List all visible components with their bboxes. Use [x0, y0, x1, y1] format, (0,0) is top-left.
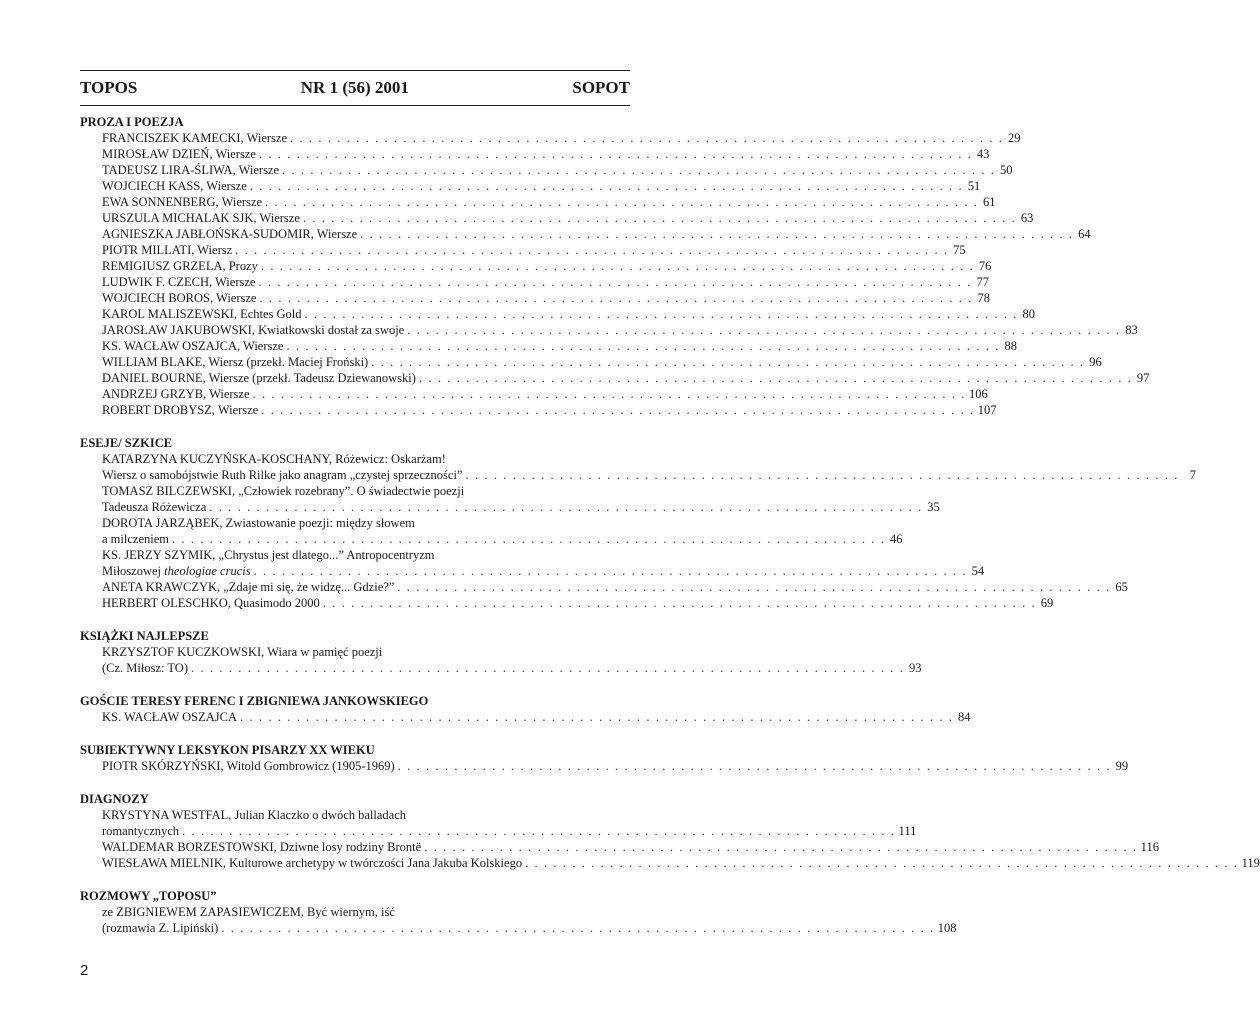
toc-entry — [80, 162, 1013, 178]
entry-title: KS. WACŁAW OSZAJCA — [102, 710, 238, 724]
dot-leader: . . . . . . . . . . . . . . . . . . . . . . . . . . . . . . . . . . . . . . . . . . . . . . . . . . . . . . . . . . . . . . . . . . . . . . . . . . . . — [182, 824, 896, 838]
toc-entry — [80, 354, 1102, 370]
page-ref: 80 — [1022, 307, 1035, 321]
entry-title: Wiersz o samobójstwie Ruth Rilke jako anagram „czystej sprzeczności” — [102, 468, 463, 482]
entry-title: KAROL MALISZEWSKI, Echtes Gold — [102, 307, 302, 321]
entry-title: a milczeniem — [102, 532, 169, 546]
section-heading: KSIĄŻKI NAJLEPSZE — [80, 629, 209, 643]
page-ref: 93 — [908, 661, 922, 675]
dot-leader: . . . . . . . . . . . . . . . . . . . . . . . . . . . . . . . . . . . . . . . . . . . . . . . . . . . . . . . . . . . . . . . . . . . . . . . . . . . . — [304, 307, 1018, 321]
toc-entry — [80, 823, 917, 839]
toc-entry — [80, 370, 1150, 386]
toc-section — [80, 693, 971, 725]
entry-title: WALDEMAR BORZESTOWSKI, Dziwne losy rodziny Brontë — [102, 840, 422, 854]
toc-section — [80, 114, 1150, 418]
entry-title: PIOTR SKÓRZYŃSKI, Witold Gombrowicz (1905-1969) — [102, 759, 395, 773]
page-ref: 77 — [976, 275, 989, 289]
dot-leader: . . . . . . . . . . . . . . . . . . . . . . . . . . . . . . . . . . . . . . . . . . . . . . . . . . . . . . . . . . . . . . . . . . . . . . . . . . . . — [171, 532, 886, 546]
dot-leader: . . . . . . . . . . . . . . . . . . . . . . . . . . . . . . . . . . . . . . . . . . . . . . . . . . . . . . . . . . . . . . . . . . . . . . . . . . . . — [465, 468, 1179, 482]
dot-leader: . . . . . . . . . . . . . . . . . . . . . . . . . . . . . . . . . . . . . . . . . . . . . . . . . . . . . . . . . . . . . . . . . . . . . . . . . . . . — [259, 291, 973, 305]
page-ref: 83 — [1125, 323, 1138, 337]
entry-title: MIROSŁAW DZIEŃ, Wiersze — [102, 147, 256, 161]
entry-title: FRANCISZEK KAMECKI, Wiersze — [102, 131, 288, 145]
page-ref: 65 — [1115, 580, 1128, 594]
dot-leader: . . . . . . . . . . . . . . . . . . . . . . . . . . . . . . . . . . . . . . . . . . . . . . . . . . . . . . . . . . . . . . . . . . . . . . . . . . . . — [371, 355, 1085, 369]
dot-leader: . . . . . . . . . . . . . . . . . . . . . . . . . . . . . . . . . . . . . . . . . . . . . . . . . . . . . . . . . . . . . . . . . . . . . . . . . . . . — [261, 403, 975, 417]
dot-leader: . . . . . . . . . . . . . . . . . . . . . . . . . . . . . . . . . . . . . . . . . . . . . . . . . . . . . . . . . . . . . . . . . . . . . . . . . . . . — [240, 710, 954, 724]
toc-entry — [80, 274, 989, 290]
table-of-contents — [80, 114, 1260, 953]
entry-title: Miłoszowej theologiae crucis — [102, 564, 251, 578]
entry-title: ANETA KRAWCZYK, „Zdaje mi się, że widzę... Gdzie?” — [102, 580, 395, 594]
dot-leader: . . . . . . . . . . . . . . . . . . . . . . . . . . . . . . . . . . . . . . . . . . . . . . . . . . . . . . . . . . . . . . . . . . . . . . . . . . . . — [235, 243, 949, 257]
dot-leader: . . . . . . . . . . . . . . . . . . . . . . . . . . . . . . . . . . . . . . . . . . . . . . . . . . . . . . . . . . . . . . . . . . . . . . . . . . . . — [286, 339, 1000, 353]
page-ref: 111 — [898, 824, 917, 838]
entry-title: ROBERT DROBYSZ, Wiersze — [102, 403, 259, 417]
entry-title: ANDRZEJ GRZYB, Wiersze — [102, 387, 250, 401]
page-ref: 69 — [1040, 596, 1054, 610]
toc-entry — [80, 338, 1017, 354]
toc-entry — [80, 563, 985, 579]
page-ref: 108 — [937, 921, 957, 935]
toc-entry — [80, 146, 990, 162]
toc-entry — [80, 290, 990, 306]
dot-leader: . . . . . . . . . . . . . . . . . . . . . . . . . . . . . . . . . . . . . . . . . . . . . . . . . . . . . . . . . . . . . . . . . . . . . . . . . . . . — [525, 856, 1239, 870]
journal-title: TOPOS — [80, 77, 138, 97]
entry-title: WILLIAM BLAKE, Wiersz (przekł. Maciej Froński) — [102, 355, 369, 369]
page-ref: 97 — [1136, 371, 1150, 385]
entry-line: ze ZBIGNIEWEM ZAPASIEWICZEM, Być wiernym, iść — [102, 905, 395, 919]
entry-title: HERBERT OLESCHKO, Quasimodo 2000 — [102, 596, 320, 610]
dot-leader: . . . . . . . . . . . . . . . . . . . . . . . . . . . . . . . . . . . . . . . . . . . . . . . . . . . . . . . . . . . . . . . . . . . . . . . . . . . . — [265, 195, 979, 209]
page-ref: 43 — [976, 147, 990, 161]
toc-entry — [80, 467, 1196, 483]
entry-title: KS. WACŁAW OSZAJCA, Wiersze — [102, 339, 284, 353]
entry-title: AGNIESZKA JABŁOŃSKA-SUDOMIR, Wiersze — [102, 227, 358, 241]
toc-section — [80, 791, 1260, 871]
entry-title: JAROSŁAW JAKUBOWSKI, Kwiatkowski dostał za swoje — [102, 323, 405, 337]
page-ref: 63 — [1020, 211, 1034, 225]
toc-entry — [80, 920, 957, 936]
entry-title: WOJCIECH KASS, Wiersze — [102, 179, 247, 193]
dot-leader: . . . . . . . . . . . . . . . . . . . . . . . . . . . . . . . . . . . . . . . . . . . . . . . . . . . . . . . . . . . . . . . . . . . . . . . . . . . . — [407, 323, 1121, 337]
toc-entry — [80, 709, 971, 725]
dot-leader: . . . . . . . . . . . . . . . . . . . . . . . . . . . . . . . . . . . . . . . . . . . . . . . . . . . . . . . . . . . . . . . . . . . . . . . . . . . . — [360, 227, 1074, 241]
toc-entry — [80, 386, 988, 402]
entry-line: KATARZYNA KUCZYŃSKA-KOSCHANY, Różewicz: Oskarżam! — [102, 452, 446, 466]
toc-entry — [80, 242, 966, 258]
section-heading: SUBIEKTYWNY LEKSYKON PISARZY XX WIEKU — [80, 743, 375, 757]
entry-title: LUDWIK F. CZECH, Wiersze — [102, 275, 256, 289]
dot-leader: . . . . . . . . . . . . . . . . . . . . . . . . . . . . . . . . . . . . . . . . . . . . . . . . . . . . . . . . . . . . . . . . . . . . . . . . . . . . — [252, 387, 966, 401]
entry-line: KRZYSZTOF KUCZKOWSKI, Wiara w pamięć poezji — [102, 645, 383, 659]
entry-title: REMIGIUSZ GRZELA, Prozy — [102, 259, 258, 273]
entry-line: DOROTA JARZĄBEK, Zwiastowanie poezji: między słowem — [102, 516, 415, 530]
toc-section — [80, 742, 1129, 774]
toc-entry — [80, 258, 992, 274]
page-ref: 78 — [977, 291, 990, 305]
page-ref: 7 — [1189, 468, 1196, 482]
toc-entry — [80, 579, 1128, 595]
toc-entry — [80, 839, 1159, 855]
toc-entry — [80, 130, 1021, 146]
entry-title: (rozmawia Z. Lipiński) — [102, 921, 219, 935]
section-heading: DIAGNOZY — [80, 792, 149, 806]
section-heading: PROZA I POEZJA — [80, 115, 184, 129]
page-ref: 76 — [978, 259, 992, 273]
toc-section — [80, 888, 957, 936]
section-heading: ESEJE/ SZKICE — [80, 436, 173, 450]
entry-line: KRYSTYNA WESTFAL, Julian Klaczko o dwóch balladach — [102, 808, 407, 822]
dot-leader: . . . . . . . . . . . . . . . . . . . . . . . . . . . . . . . . . . . . . . . . . . . . . . . . . . . . . . . . . . . . . . . . . . . . . . . . . . . . — [424, 840, 1138, 854]
page-ref: 46 — [889, 532, 903, 546]
toc-entry — [80, 660, 922, 676]
dot-leader: . . . . . . . . . . . . . . . . . . . . . . . . . . . . . . . . . . . . . . . . . . . . . . . . . . . . . . . . . . . . . . . . . . . . . . . . . . . . — [258, 275, 972, 289]
dot-leader: . . . . . . . . . . . . . . . . . . . . . . . . . . . . . . . . . . . . . . . . . . . . . . . . . . . . . . . . . . . . . . . . . . . . . . . . . . . . — [397, 759, 1112, 773]
dot-leader: . . . . . . . . . . . . . . . . . . . . . . . . . . . . . . . . . . . . . . . . . . . . . . . . . . . . . . . . . . . . . . . . . . . . . . . . . . . . — [191, 661, 905, 675]
page-ref: 54 — [971, 564, 985, 578]
section-heading: GOŚCIE TERESY FERENC I ZBIGNIEWA JANKOWSKIEGO — [80, 694, 429, 708]
page-number: 2 — [80, 962, 89, 979]
dot-leader: . . . . . . . . . . . . . . . . . . . . . . . . . . . . . . . . . . . . . . . . . . . . . . . . . . . . . . . . . . . . . . . . . . . . . . . . . . . . — [221, 921, 935, 935]
toc-entry — [80, 402, 997, 418]
toc-entry — [80, 210, 1034, 226]
city: SOPOT — [572, 77, 630, 97]
page-ref: 116 — [1140, 840, 1159, 854]
dot-leader: . . . . . . . . . . . . . . . . . . . . . . . . . . . . . . . . . . . . . . . . . . . . . . . . . . . . . . . . . . . . . . . . . . . . . . . . . . . . — [302, 211, 1017, 225]
page-ref: 119 — [1241, 856, 1260, 870]
toc-entry — [80, 226, 1091, 242]
entry-title: (Cz. Miłosz: TO) — [102, 661, 188, 675]
page-ref: 84 — [958, 710, 971, 724]
page-ref: 51 — [967, 179, 981, 193]
dot-leader: . . . . . . . . . . . . . . . . . . . . . . . . . . . . . . . . . . . . . . . . . . . . . . . . . . . . . . . . . . . . . . . . . . . . . . . . . . . . — [258, 147, 973, 161]
dot-leader: . . . . . . . . . . . . . . . . . . . . . . . . . . . . . . . . . . . . . . . . . . . . . . . . . . . . . . . . . . . . . . . . . . . . . . . . . . . . — [260, 259, 975, 273]
toc-entry — [80, 306, 1035, 322]
entry-title: PIOTR MILLATI, Wiersz — [102, 243, 233, 257]
section-heading: ROZMOWY „TOPOSU” — [80, 889, 217, 903]
page-ref: 88 — [1004, 339, 1017, 353]
entry-title: WOJCIECH BOROS, Wiersze — [102, 291, 257, 305]
page-ref: 29 — [1008, 131, 1021, 145]
toc-entry — [80, 595, 1054, 611]
toc-entry — [80, 499, 940, 515]
dot-leader: . . . . . . . . . . . . . . . . . . . . . . . . . . . . . . . . . . . . . . . . . . . . . . . . . . . . . . . . . . . . . . . . . . . . . . . . . . . . — [290, 131, 1004, 145]
page-ref: 106 — [969, 387, 988, 401]
toc-entry — [80, 194, 996, 210]
dot-leader: . . . . . . . . . . . . . . . . . . . . . . . . . . . . . . . . . . . . . . . . . . . . . . . . . . . . . . . . . . . . . . . . . . . . . . . . . . . . — [249, 179, 964, 193]
toc-entry — [80, 531, 903, 547]
dot-leader: . . . . . . . . . . . . . . . . . . . . . . . . . . . . . . . . . . . . . . . . . . . . . . . . . . . . . . . . . . . . . . . . . . . . . . . . . . . . — [282, 163, 996, 177]
page-ref: 75 — [953, 243, 966, 257]
toc-entry — [80, 178, 981, 194]
entry-title: Tadeusza Różewicza — [102, 500, 207, 514]
toc-entry — [80, 855, 1260, 871]
toc-section — [80, 435, 1196, 611]
entry-title: DANIEL BOURNE, Wiersze (przekł. Tadeusz Dziewanowski) — [102, 371, 416, 385]
dot-leader: . . . . . . . . . . . . . . . . . . . . . . . . . . . . . . . . . . . . . . . . . . . . . . . . . . . . . . . . . . . . . . . . . . . . . . . . . . . . — [397, 580, 1111, 594]
toc-entry — [80, 322, 1138, 338]
page-ref: 61 — [983, 195, 996, 209]
page-ref: 107 — [977, 403, 997, 417]
dot-leader: . . . . . . . . . . . . . . . . . . . . . . . . . . . . . . . . . . . . . . . . . . . . . . . . . . . . . . . . . . . . . . . . . . . . . . . . . . . . — [322, 596, 1037, 610]
italic-phrase: theologiae crucis — [164, 564, 251, 578]
entry-title: TADEUSZ LIRA-ŚLIWA, Wiersze — [102, 163, 280, 177]
page-ref: 64 — [1078, 227, 1091, 241]
toc-section — [80, 628, 922, 676]
toc-entry — [80, 758, 1129, 774]
entry-title: romantycznych — [102, 824, 180, 838]
page-ref: 96 — [1089, 355, 1102, 369]
page-ref: 99 — [1115, 759, 1129, 773]
page-ref: 50 — [1000, 163, 1013, 177]
dot-leader: . . . . . . . . . . . . . . . . . . . . . . . . . . . . . . . . . . . . . . . . . . . . . . . . . . . . . . . . . . . . . . . . . . . . . . . . . . . . — [418, 371, 1133, 385]
dot-leader: . . . . . . . . . . . . . . . . . . . . . . . . . . . . . . . . . . . . . . . . . . . . . . . . . . . . . . . . . . . . . . . . . . . . . . . . . . . . — [209, 500, 923, 514]
entry-line: KS. JERZY SZYMIK, „Chrystus jest dlatego...” Antropocentryzm — [102, 548, 435, 562]
masthead — [80, 70, 630, 106]
entry-title: EWA SONNENBERG, Wiersze — [102, 195, 263, 209]
entry-title: URSZULA MICHALAK SJK, Wiersze — [102, 211, 300, 225]
entry-line: TOMASZ BILCZEWSKI, „Człowiek rozebrany”. O świadectwie poezji — [102, 484, 465, 498]
entry-title: WIESŁAWA MIELNIK, Kulturowe archetypy w twórczości Jana Jakuba Kolskiego — [102, 856, 523, 870]
dot-leader: . . . . . . . . . . . . . . . . . . . . . . . . . . . . . . . . . . . . . . . . . . . . . . . . . . . . . . . . . . . . . . . . . . . . . . . . . . . . — [253, 564, 968, 578]
issue-number: NR 1 (56) 2001 — [300, 77, 409, 97]
page-ref: 35 — [927, 500, 940, 514]
